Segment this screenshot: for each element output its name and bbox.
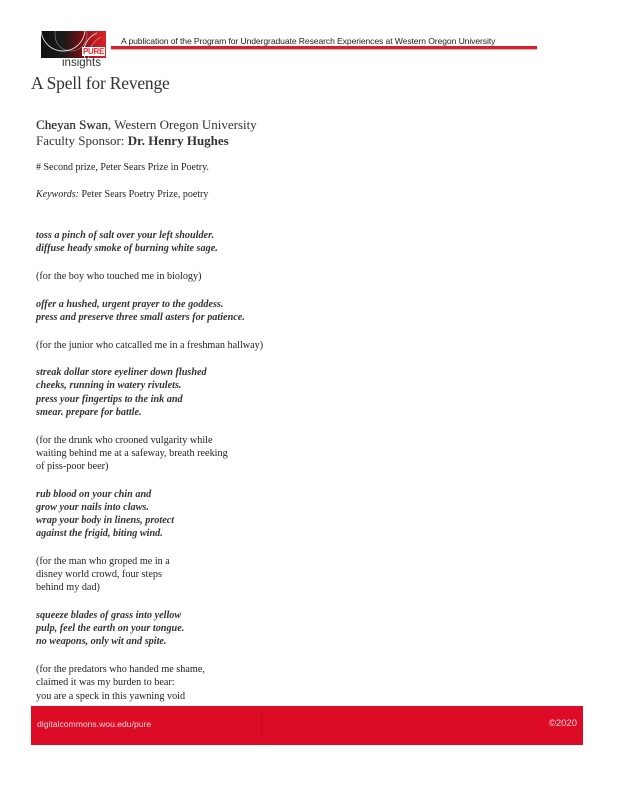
poem-line: (for the predators who handed me shame, <box>36 664 205 676</box>
poem-line: press your fingertips to the ink and <box>36 393 183 405</box>
poem-stanza-spell <box>36 488 436 541</box>
poem-stanza-spell <box>36 229 436 255</box>
award-note: # Second prize, Peter Sears Prize in Poetry. <box>36 162 209 173</box>
poem-stanza-spell <box>36 298 436 324</box>
sponsor-name: Dr. Henry Hughes <box>127 133 229 148</box>
poem-line: toss a pinch of salt over your left shoulder. <box>36 230 215 241</box>
footer-url-link[interactable]: digitalcommons.wou.edu/pure <box>37 719 152 729</box>
page-footer <box>31 706 583 745</box>
author-name: Cheyan Swan <box>36 117 108 132</box>
poem-stanza-dedication <box>36 434 436 474</box>
poem-stanza-spell <box>36 366 436 419</box>
header-rule <box>111 46 537 49</box>
poem-stanza-dedication <box>36 270 436 283</box>
poem-line: rub blood on your chin and <box>36 488 152 500</box>
footer-copyright: ©2020 <box>548 718 577 729</box>
poem-line: offer a hushed, urgent prayer to the goddess. <box>36 298 224 310</box>
poem-line: diffuse heady smoke of burning white sage. <box>36 243 218 255</box>
poem-line: behind my dad) <box>36 582 100 594</box>
poem-stanza-dedication <box>36 663 436 703</box>
poem-line: smear. prepare for battle. <box>36 406 142 418</box>
poem-line: no weapons, only wit and spite. <box>36 636 167 648</box>
author-line <box>36 117 257 133</box>
logo-brand-word: PURE <box>82 47 104 56</box>
pure-insights-logo <box>41 31 107 71</box>
poem-line: (for the man who groped me in a <box>36 555 170 567</box>
poem-line: against the frigid, biting wind. <box>36 528 163 540</box>
poem-stanza-dedication <box>36 339 436 352</box>
poem-line: claimed it was my burden to bear: <box>36 677 175 689</box>
page-header <box>0 0 618 80</box>
poem-line: (for the junior who catcalled me in a freshman hallway) <box>36 339 264 351</box>
sponsor-line <box>36 133 229 149</box>
keywords-value: Peter Sears Poetry Prize, poetry <box>78 189 209 200</box>
keywords-line <box>36 189 208 200</box>
poem-line: of piss-poor beer) <box>36 460 109 472</box>
author-affiliation: , Western Oregon University <box>107 117 257 132</box>
poem-line: wrap your body in linens, protect <box>36 515 175 527</box>
poem-line: streak dollar store eyeliner down flushed <box>36 367 207 379</box>
poem-body <box>36 229 436 717</box>
article-title: A Spell for Revenge <box>31 73 170 93</box>
publication-tagline: A publication of the Program for Undergraduate Research Experiences at Western Oregon University <box>121 36 496 46</box>
poem-line: grow your nails into claws. <box>36 501 149 513</box>
poem-stanza-dedication <box>36 555 436 595</box>
sponsor-label: Faculty Sponsor: <box>36 133 128 148</box>
poem-line: pulp, feel the earth on your tongue. <box>36 623 185 635</box>
poem-line: you are a speck in this yawning void <box>36 690 186 702</box>
poem-line: (for the drunk who crooned vulgarity while <box>36 434 213 446</box>
poem-line: waiting behind me at a safeway, breath reeking <box>36 447 228 459</box>
poem-stanza-spell <box>36 609 436 649</box>
poem-line: cheeks, running in watery rivulets. <box>36 380 182 392</box>
poem-line: disney world crowd, four steps <box>36 569 162 581</box>
logo-sub-word: insights <box>62 57 101 69</box>
poem-line: squeeze blades of grass into yellow <box>36 610 182 622</box>
footer-divider <box>261 711 262 741</box>
poem-line: (for the boy who touched me in biology) <box>36 270 202 282</box>
poem-line: press and preserve three small asters for patience. <box>36 311 245 323</box>
keywords-label: Keywords: <box>36 189 79 200</box>
